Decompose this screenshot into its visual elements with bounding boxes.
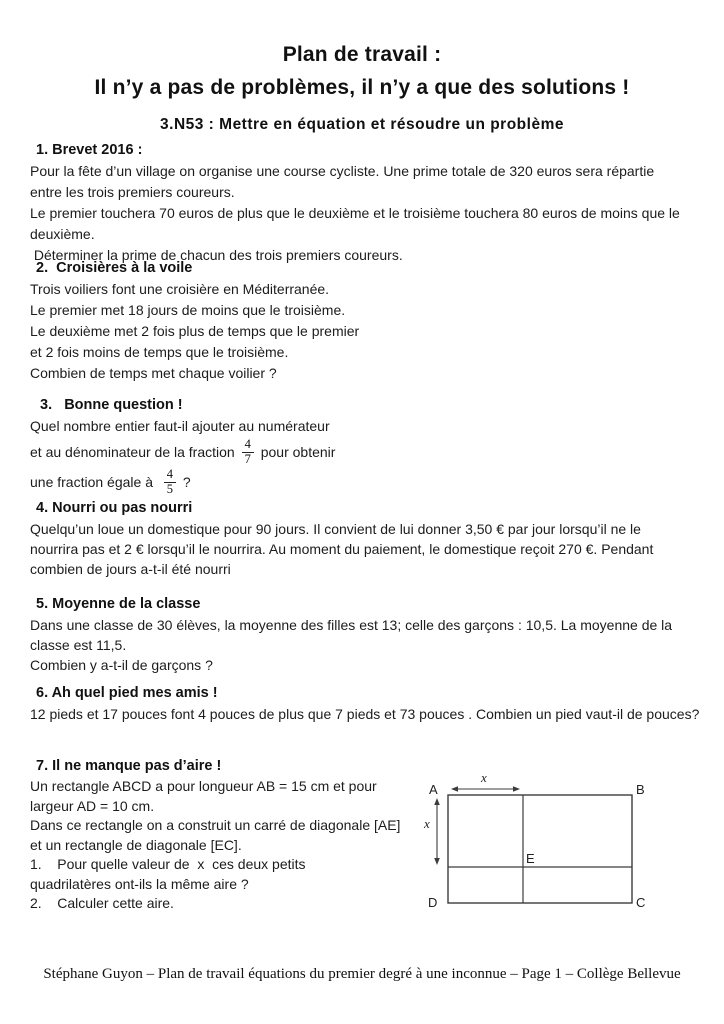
problem-heading: 1. Brevet 2016 : [36, 142, 143, 158]
rectangle-abcd-figure [420, 768, 680, 916]
corner-label-d: D [428, 895, 438, 910]
problem-heading: 5. Moyenne de la classe [36, 596, 201, 612]
text-line: et un rectangle de diagonale [EC]. [30, 836, 242, 853]
text-line: Le deuxième met 2 fois plus de temps que le premier [30, 323, 360, 339]
corner-label-b: B [636, 782, 645, 797]
dimension-label-x-left: x [424, 816, 430, 831]
text-line: entre les trois premiers coureurs. [30, 184, 235, 200]
corner-label-a: A [429, 782, 438, 797]
arrowhead-left-icon [451, 786, 458, 792]
text-line: Quelqu’un loue un domestique pour 90 jours. Il convient de lui donner 3,50 € par jour lorsqu’il ne le [30, 521, 641, 537]
page-subtitle: 3.N53 : Mettre en équation et résoudre un problème [160, 116, 564, 133]
text-line: nourrira pas et 2 € lorsqu’il le nourrira. Au moment du paiement, le domestique reçoit 270 €. Pendant [30, 541, 654, 557]
text-line: deuxième. [30, 226, 95, 242]
page-title-line1: Plan de travail : [282, 43, 442, 66]
text-line-with-fraction [30, 437, 710, 467]
text-line: combien de jours a-t-il été nourri [30, 561, 231, 577]
text-line: Dans une classe de 30 élèves, la moyenne des filles est 13; celle des garçons : 10,5. La moyenne de la [30, 617, 673, 633]
text-line: 12 pieds et 17 pouces font 4 pouces de plus que 7 pieds et 73 pouces . Combien un pied vaut-il de pouces? [30, 706, 700, 722]
text-line: Un rectangle ABCD a pour longueur AB = 15 cm et pour [30, 778, 377, 794]
text-line: largeur AD = 10 cm. [30, 797, 155, 814]
text-line: Combien de temps met chaque voilier ? [30, 365, 277, 381]
problem-heading: 3. Bonne question ! [36, 397, 183, 413]
problem-1-brevet-2016 [30, 140, 710, 266]
problem-6-pied [30, 683, 710, 725]
point-label-e: E [526, 851, 535, 866]
fraction-suffix: ? [179, 474, 191, 490]
problem-5-moyenne [30, 594, 710, 675]
text-line: et 2 fois moins de temps que le troisième. [30, 344, 289, 360]
text-line: Trois voiliers font une croisière en Méditerranée. [30, 281, 330, 297]
page-footer: Stéphane Guyon – Plan de travail équations du premier degré à une inconnue – Page 1 – Collège Bellevue [43, 966, 681, 982]
fraction-suffix: pour obtenir [256, 444, 336, 460]
fraction-denominator: 5 [166, 481, 174, 496]
text-line: Le premier touchera 70 euros de plus que le deuxième et le troisième touchera 80 euros de moins que le [30, 205, 680, 221]
corner-label-c: C [636, 895, 646, 910]
figure-svg [420, 768, 680, 916]
problem-heading: 4. Nourri ou pas nourri [36, 500, 193, 516]
fraction-prefix: une fraction égale à [30, 474, 161, 490]
figure-rectangle [448, 795, 632, 903]
fraction-numerator: 4 [242, 438, 254, 453]
problem-3-bonne-question [30, 395, 710, 497]
dimension-label-x-top: x [481, 770, 487, 785]
fraction-4-7 [242, 438, 254, 467]
problem-2-croisieres [30, 258, 710, 384]
text-line: Dans ce rectangle on a construit un carré de diagonale [AE] [30, 817, 401, 833]
arrowhead-down-icon [434, 858, 440, 865]
problem-7-aire [30, 756, 440, 914]
page-title [0, 38, 724, 104]
problem-4-nourri [30, 498, 710, 579]
problem-heading: 2. Croisières à la voile [36, 260, 193, 276]
problem-heading: 6. Ah quel pied mes amis ! [36, 685, 218, 701]
text-line: Déterminer la prime de chacun des trois premiers coureurs. [30, 247, 403, 263]
fraction-prefix: et au dénominateur de la fraction [30, 444, 239, 460]
text-line: Quel nombre entier faut-il ajouter au numérateur [30, 418, 330, 434]
arrowhead-up-icon [434, 798, 440, 805]
text-line: 2. Calculer cette aire. [30, 895, 174, 911]
text-line: Le premier met 18 jours de moins que le troisième. [30, 302, 346, 318]
text-line: Pour la fête d’un village on organise une course cycliste. Une prime totale de 320 euros sera répartie [30, 163, 655, 179]
fraction-denominator: 7 [244, 451, 251, 466]
arrowhead-right-icon [513, 786, 520, 792]
text-line: 1. Pour quelle valeur de x ces deux petits [30, 856, 306, 872]
text-line-with-fraction [30, 467, 710, 497]
problem-heading: 7. Il ne manque pas d’aire ! [36, 758, 222, 774]
text-line: classe est 11,5. [30, 637, 127, 653]
fraction-numerator: 4 [164, 468, 176, 483]
text-line: Combien y a-t-il de garçons ? [30, 657, 213, 673]
page-title-line2: Il n’y a pas de problèmes, il n’y a que des solutions ! [94, 76, 630, 99]
text-line: quadrilatères ont-ils la même aire ? [30, 875, 249, 892]
fraction-4-5 [164, 468, 176, 497]
